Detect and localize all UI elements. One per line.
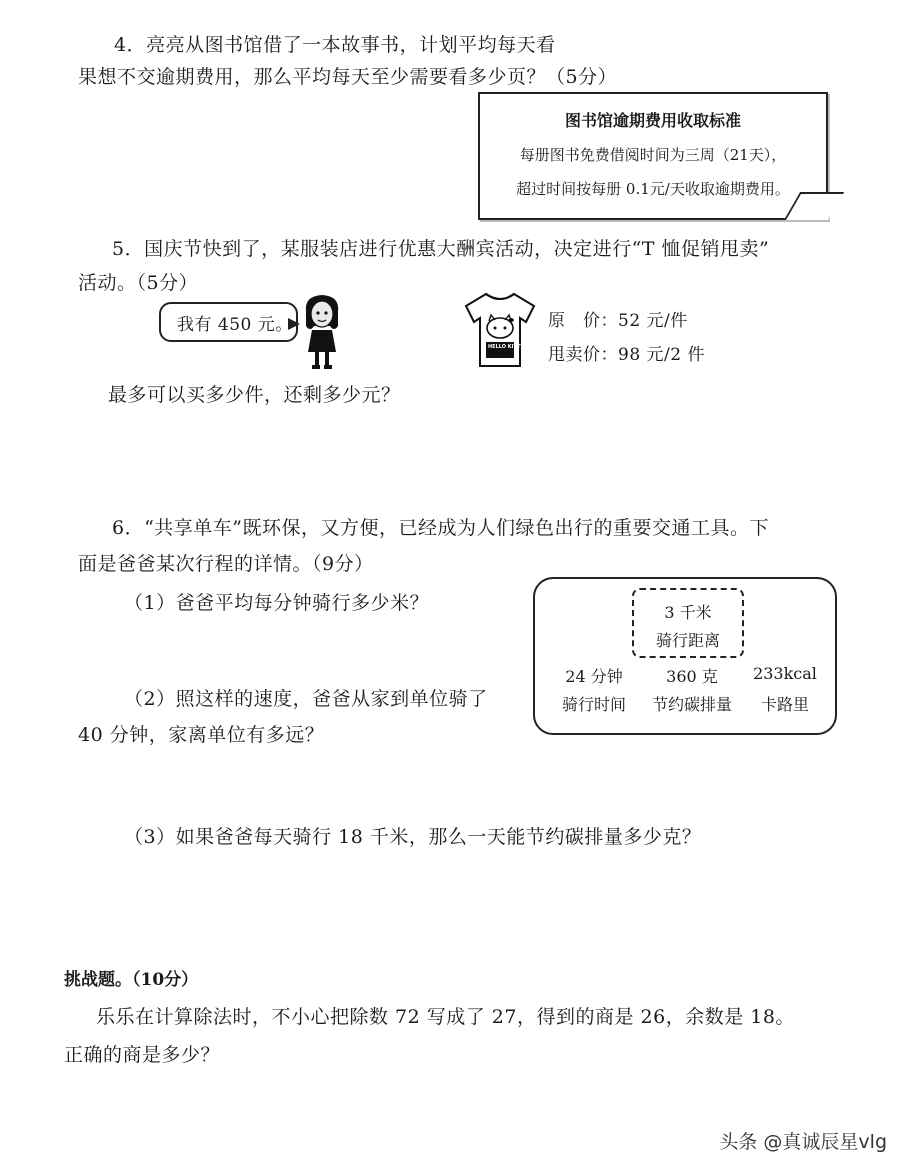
q4-line2: 果想不交逾期费用，那么平均每天至少需要看多少页？（5分） — [78, 66, 618, 88]
challenge-heading: 挑战题。（10分） — [64, 970, 199, 990]
tshirt-icon — [462, 290, 538, 370]
time-label: 骑行时间 — [561, 695, 626, 714]
challenge-line2: 正确的商是多少？ — [64, 1044, 221, 1066]
notice-line2: 超过时间按每册 0.1元/天收取逾期费用。 — [516, 180, 790, 198]
q5-line2: 活动。（5分） — [78, 272, 199, 294]
calorie-label: 卡路里 — [760, 695, 809, 714]
overdue-fee-notice — [478, 92, 828, 220]
q6-sub2-line1: （2）照这样的速度，爸爸从家到单位骑了 — [124, 688, 488, 710]
speech-bubble-text: 我有 450 元。 — [177, 315, 293, 335]
q6-sub2-line2: 40 分钟，家离单位有多远？ — [78, 724, 325, 746]
distance-label: 骑行距离 — [655, 631, 720, 650]
speech-bubble — [159, 302, 298, 342]
carbon-label: 节约碳排量 — [651, 695, 732, 714]
distance-value: 3 千米 — [664, 603, 712, 622]
q5-question: 最多可以买多少件，还剩多少元？ — [108, 384, 401, 406]
challenge-line1: 乐乐在计算除法时，不小心把除数 72 写成了 27，得到的商是 26，余数是 18。 — [96, 1006, 795, 1028]
q6-sub3: （3）如果爸爸每天骑行 18 千米，那么一天能节约碳排量多少克？ — [124, 826, 702, 848]
q5-line1: 5．国庆节快到了，某服装店进行优惠大酬宾活动，决定进行“T 恤促销甩卖” — [112, 238, 770, 260]
q6-line1: 6．“共享单车”既环保，又方便，已经成为人们绿色出行的重要交通工具。下 — [112, 517, 770, 539]
calorie-value: 233kcal — [753, 664, 817, 683]
notice-line1: 每册图书免费借阅时间为三周（21天）， — [519, 146, 787, 164]
q6-line2: 面是爸爸某次行程的详情。（9分） — [78, 553, 374, 575]
price-original: 原 价：52 元/件 — [548, 311, 688, 331]
price-sale: 甩卖价：98 元/2 件 — [548, 345, 705, 365]
tshirt-print: HELLO KITTY — [488, 344, 525, 350]
carbon-value: 360 克 — [666, 667, 718, 686]
notice-title: 图书馆逾期费用收取标准 — [564, 111, 741, 130]
q6-sub1: （1）爸爸平均每分钟骑行多少米？ — [124, 592, 430, 614]
watermark: 头条 @真诚辰星vlg — [719, 1131, 887, 1153]
q4-line1: 4．亮亮从图书馆借了一本故事书，计划平均每天看 — [114, 34, 556, 56]
time-value: 24 分钟 — [565, 667, 623, 686]
girl-illustration-icon — [298, 292, 346, 372]
